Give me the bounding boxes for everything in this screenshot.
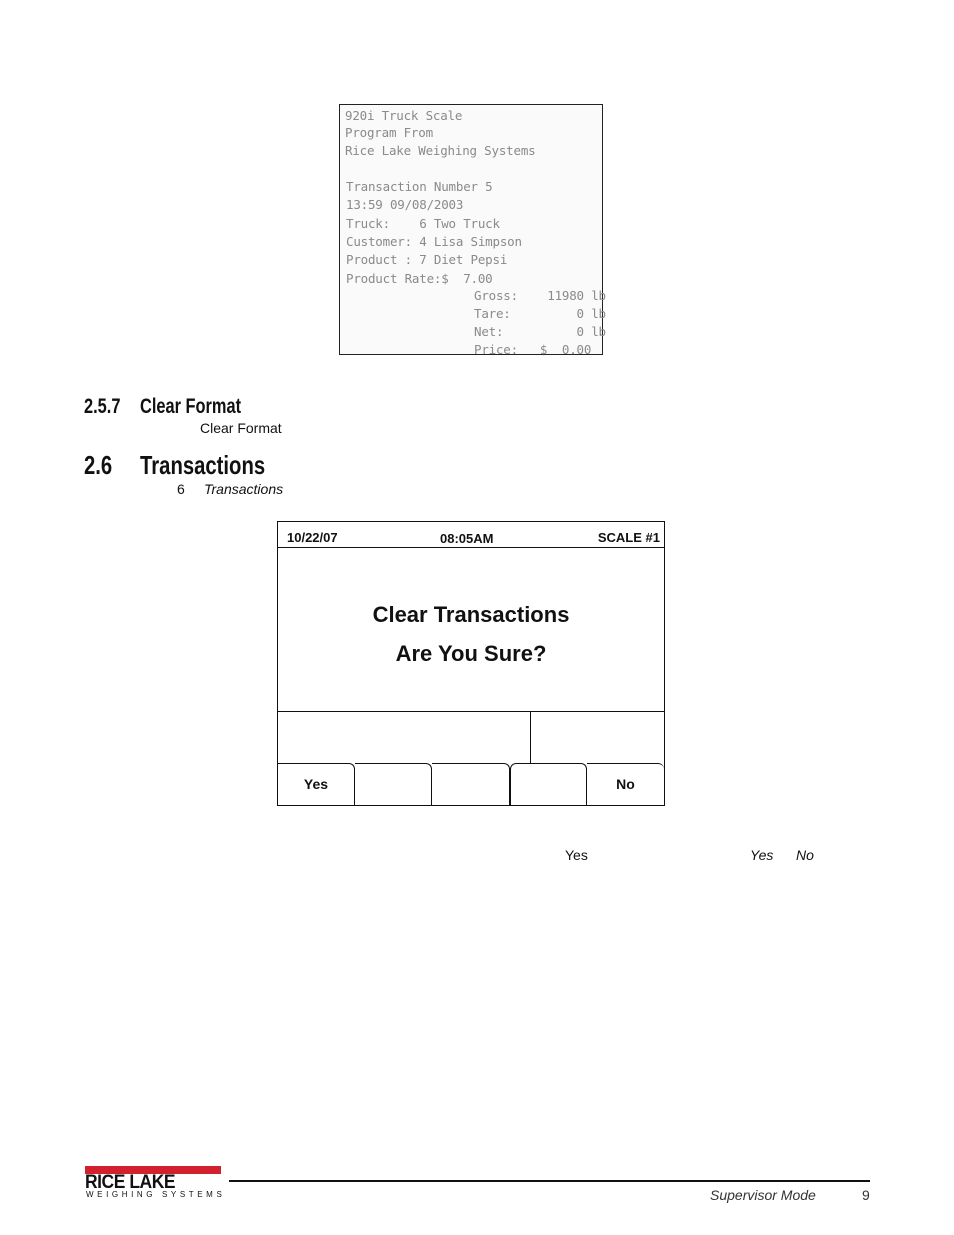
footer-page-number: 9 [862, 1187, 870, 1203]
softkey-no[interactable]: No [587, 763, 664, 805]
screen-message-line2: Are You Sure? [395, 641, 547, 666]
ticket-line: 920i Truck Scale [345, 108, 463, 123]
ticket-line: Price: $ 0.00 [474, 342, 592, 357]
screen-body-divider [278, 711, 664, 712]
rice-lake-logo: RICE LAKE [85, 1172, 176, 1193]
caption-yes: Yes [565, 847, 588, 863]
section-26-number: 2.6 [84, 450, 113, 480]
indicator-screen [277, 521, 665, 806]
section-26-title: Transactions [140, 450, 266, 480]
logo-subtitle: WEIGHING SYSTEMS [86, 1190, 226, 1199]
ticket-printout [339, 104, 606, 357]
screen-scale-id: SCALE #1 [597, 530, 660, 545]
ticket-line: Product Rate:$ 7.00 [346, 271, 493, 286]
ticket-line: Program From [345, 125, 433, 140]
caption-yes-italic: Yes [750, 847, 774, 863]
section-257-number: 2.5.7 [84, 395, 121, 418]
screen-date: 10/22/07 [287, 530, 338, 545]
section-257-body: Clear Format [200, 420, 282, 436]
section-257-title: Clear Format [140, 395, 242, 418]
ticket-line: Gross: 11980 lb [474, 288, 606, 303]
screen-panel-divider [530, 711, 531, 763]
ticket-line: Customer: 4 Lisa Simpson [346, 234, 522, 249]
ticket-line: Transaction Number 5 [346, 179, 493, 194]
footer-rule [229, 1180, 870, 1182]
softkey-4[interactable] [510, 763, 587, 805]
section-26-body-ital: Transactions [204, 481, 284, 497]
screen-message-line1: Clear Transactions [372, 602, 570, 627]
softkey-yes[interactable]: Yes [278, 763, 355, 805]
ticket-line: Product : 7 Diet Pepsi [346, 252, 508, 267]
section-26-body-num: 6 [177, 481, 185, 497]
ticket-line: Net: 0 lb [474, 324, 606, 339]
caption-no-italic: No [796, 847, 814, 863]
screen-time: 08:05AM [440, 531, 494, 546]
ticket-line: Truck: 6 Two Truck [346, 216, 500, 231]
ticket-line: Tare: 0 lb [474, 306, 606, 321]
ticket-line: Rice Lake Weighing Systems [345, 143, 536, 158]
footer-section-name: Supervisor Mode [710, 1187, 816, 1203]
softkey-3[interactable] [432, 763, 510, 805]
softkey-2[interactable] [355, 763, 432, 805]
screen-header-divider [278, 547, 664, 548]
ticket-line: 13:59 09/08/2003 [346, 197, 464, 212]
